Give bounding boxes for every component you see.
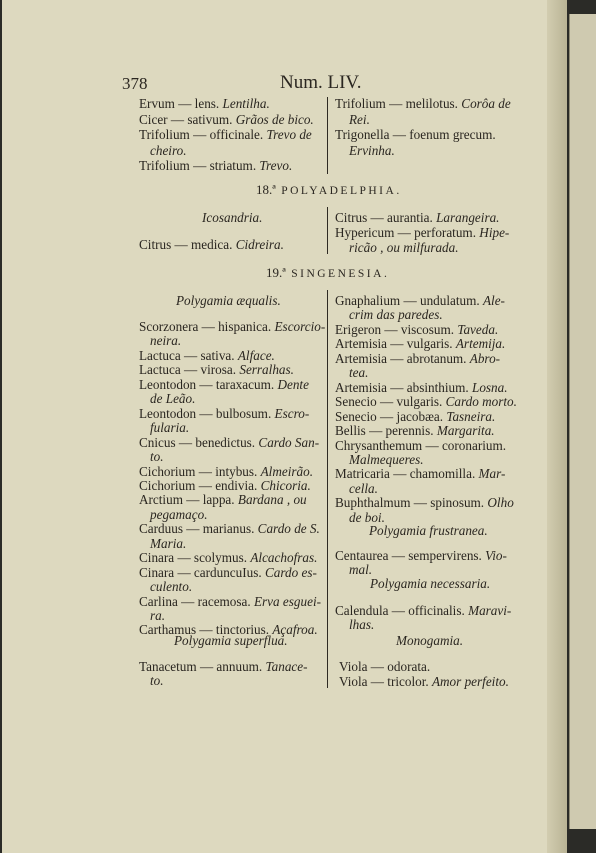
book-page <box>2 0 567 853</box>
entry-line <box>150 674 164 687</box>
entry-line <box>139 522 320 535</box>
common-name: Tanace- <box>265 659 308 674</box>
section-name: SINGENESIA. <box>291 268 390 280</box>
species-name: Cichorium — endivia. <box>139 478 261 493</box>
next-page-edge <box>569 14 596 829</box>
species-name: Trifolium — melilotus. <box>335 96 462 111</box>
entry-line <box>139 113 314 126</box>
entry-line <box>335 439 506 452</box>
common-name: de boi. <box>349 510 385 525</box>
common-name: lhas. <box>349 617 375 632</box>
species-name: Arctium — lappa. <box>139 492 238 507</box>
entry-line <box>335 352 500 365</box>
species-name: Cinara — carduncuIus. <box>139 565 265 580</box>
species-name: Carthamus — tinctorius. <box>139 622 273 637</box>
species-name: Lactuca — sativa. <box>139 348 238 363</box>
common-name: Alcachofras. <box>250 550 318 565</box>
page-gutter-shadow <box>547 0 567 853</box>
entry-line <box>139 566 317 579</box>
species-name: Matricaria — chamomilla. <box>335 466 479 481</box>
species-name: Leontodon — taraxacum. <box>139 377 278 392</box>
entry-line <box>139 159 292 172</box>
species-name: Leontodon — bulbosum. <box>139 406 275 421</box>
entry-line <box>139 97 270 110</box>
entry-line <box>335 226 509 239</box>
section-heading-19 <box>266 266 389 281</box>
species-name: Centaurea — sempervirens. <box>335 548 486 563</box>
species-name: Artemisia — abrotanum. <box>335 351 470 366</box>
common-name: Amor perfeito. <box>431 674 509 689</box>
common-name: Mar- <box>478 466 506 481</box>
common-name: Escro- <box>274 406 310 421</box>
entry-line <box>139 349 275 362</box>
entry-line <box>349 453 424 466</box>
entry-line <box>139 436 319 449</box>
entry-line <box>349 618 374 631</box>
common-name: cheiro. <box>150 143 187 158</box>
species-name: Carduus — marianus. <box>139 521 258 536</box>
common-name: crim das paredes. <box>349 307 443 322</box>
section-name: POLYADELPHIA. <box>281 185 402 197</box>
entry-line <box>335 604 511 617</box>
common-name: Cidreira. <box>235 237 284 252</box>
species-name: Carlina — racemosa. <box>139 594 254 609</box>
species-name: Hypericum — perforatum. <box>335 225 480 240</box>
common-name: Grãos de bico. <box>235 112 314 127</box>
species-name: Scorzonera — hispanica. <box>139 319 275 334</box>
entry-line <box>139 551 317 564</box>
species-name: Calendula — officinalis. <box>335 603 469 618</box>
common-name: Malmequeres. <box>349 452 424 467</box>
common-name: Serralhas. <box>239 362 294 377</box>
entry-line <box>349 366 368 379</box>
page-number: 378 <box>122 74 148 93</box>
common-name: Cardo es- <box>264 565 317 580</box>
entry-line <box>139 465 313 478</box>
common-name: fularia. <box>150 420 190 435</box>
species-name: Artemisia — vulgaris. <box>335 336 456 351</box>
species-name: Cichorium — intybus. <box>139 464 261 479</box>
species-name: Cnicus — benedictus. <box>139 435 259 450</box>
species-name: Chrysanthemum — coronarium. <box>335 438 507 453</box>
entry-line <box>139 595 321 608</box>
column-rule-19 <box>327 290 328 688</box>
entry-line <box>339 675 509 688</box>
subsection-heading: Icosandria. <box>202 210 263 225</box>
common-name: tea. <box>349 365 369 380</box>
common-name: Cardo morto. <box>445 394 517 409</box>
entry-line <box>335 496 514 509</box>
common-name: Ale- <box>482 293 505 308</box>
entry-line <box>150 392 195 405</box>
common-name: Bardana , ou <box>237 492 307 507</box>
entry-line <box>335 381 508 394</box>
entry-line <box>150 580 192 593</box>
common-name: Corôa de <box>461 96 511 111</box>
entry-line <box>139 320 325 333</box>
entry-line <box>349 308 443 321</box>
common-name: Margarita. <box>436 423 495 438</box>
entry-line <box>150 537 186 550</box>
entry-line <box>335 410 495 423</box>
species-name: Citrus — aurantia. <box>335 210 437 225</box>
common-name: Olho <box>487 495 514 510</box>
species-name: Viola — odorata. <box>339 659 431 674</box>
entry-line <box>335 337 505 350</box>
species-name: Senecio — jacobæa. <box>335 409 447 424</box>
common-name: Rei. <box>349 112 370 127</box>
entry-line <box>139 493 307 506</box>
entry-line <box>139 479 311 492</box>
common-name: Larangeira. <box>436 210 500 225</box>
entry-line <box>335 323 498 336</box>
species-name: Trifolium — striatum. <box>139 158 260 173</box>
entry-line <box>139 407 309 420</box>
entry-line <box>335 424 495 437</box>
common-name: ricão , ou milfurada. <box>349 240 459 255</box>
common-name: Ervinha. <box>349 143 395 158</box>
entry-line <box>335 395 517 408</box>
entry-line <box>349 482 378 495</box>
entry-line <box>139 660 308 673</box>
species-name: Gnaphalium — undulatum. <box>335 293 483 308</box>
entry-line <box>349 563 372 576</box>
subsection-heading: Polygamia æqualis. <box>176 293 281 308</box>
common-name: Trevo. <box>259 158 293 173</box>
species-name: Buphthalmum — spinosum. <box>335 495 488 510</box>
common-name: to. <box>150 673 164 688</box>
common-name: Tasneira. <box>446 409 496 424</box>
entry-line <box>139 128 312 141</box>
species-name: Viola — tricolor. <box>339 674 432 689</box>
entry-line <box>139 238 284 251</box>
common-name: Erva esguei- <box>253 594 321 609</box>
entry-line <box>335 294 505 307</box>
entry-line <box>349 241 459 254</box>
common-name: Escorcio- <box>274 319 326 334</box>
common-name: Lentilha. <box>222 96 270 111</box>
subsection-heading: Polygamia necessaria. <box>370 576 491 591</box>
species-name: Tanacetum — annuum. <box>139 659 266 674</box>
common-name: Taveda. <box>457 322 499 337</box>
common-name: mal. <box>349 562 373 577</box>
species-name: Trifolium — officinale. <box>139 127 267 142</box>
entry-line <box>335 467 505 480</box>
entry-line <box>150 508 208 521</box>
species-name: Bellis — perennis. <box>335 423 437 438</box>
common-name: Abro- <box>469 351 501 366</box>
species-name: Citrus — medica. <box>139 237 236 252</box>
common-name: ra. <box>150 608 166 623</box>
entry-line <box>335 97 511 110</box>
subsection-heading: Polygamia frustranea. <box>369 523 488 538</box>
common-name: Dente <box>277 377 309 392</box>
entry-line <box>335 128 496 141</box>
common-name: Losna. <box>472 380 508 395</box>
common-name: Cardo de S. <box>257 521 320 536</box>
entry-line <box>349 113 370 126</box>
entry-line <box>339 660 430 673</box>
common-name: Almeirão. <box>260 464 314 479</box>
section-heading-18 <box>256 183 402 198</box>
entry-line <box>349 144 395 157</box>
species-name: Artemisia — absinthium. <box>335 380 472 395</box>
entry-line <box>150 609 165 622</box>
species-name: Senecio — vulgaris. <box>335 394 446 409</box>
entry-line <box>335 549 507 562</box>
section-number: 19.ª <box>266 265 286 280</box>
entry-line <box>139 378 309 391</box>
common-name: to. <box>150 449 164 464</box>
common-name: Cardo San- <box>258 435 320 450</box>
common-name: Artemija. <box>455 336 506 351</box>
common-name: Alface. <box>237 348 275 363</box>
common-name: Vio- <box>485 548 507 563</box>
common-name: pegamaço. <box>150 507 208 522</box>
common-name: Maria. <box>150 536 187 551</box>
column-rule-18 <box>327 207 328 254</box>
common-name: Hipe- <box>479 225 510 240</box>
entry-line <box>150 421 189 434</box>
common-name: cella. <box>349 481 378 496</box>
entry-line <box>150 334 181 347</box>
species-name: Cinara — scolymus. <box>139 550 251 565</box>
species-name: Erigeron — viscosum. <box>335 322 458 337</box>
species-name: Lactuca — virosa. <box>139 362 240 377</box>
species-name: Cicer — sativum. <box>139 112 236 127</box>
species-name: Trigonella — foenum grecum. <box>335 127 496 142</box>
entry-line <box>150 450 164 463</box>
page-title: Num. LIV. <box>280 72 362 93</box>
subsection-heading: Monogamia. <box>396 633 464 648</box>
species-name: Ervum — lens. <box>139 96 223 111</box>
common-name: Chicoria. <box>260 478 311 493</box>
entry-line <box>139 363 294 376</box>
section-number: 18.ª <box>256 182 276 197</box>
common-name: neira. <box>150 333 182 348</box>
common-name: Açafroa. <box>272 622 318 637</box>
common-name: culento. <box>150 579 193 594</box>
common-name: de Leão. <box>150 391 196 406</box>
entry-line <box>335 211 499 224</box>
entry-line <box>150 144 187 157</box>
common-name: Maravi- <box>468 603 512 618</box>
column-rule-top <box>327 97 328 174</box>
subsection-heading: Polygamia superflua. <box>174 633 288 648</box>
common-name: Trevo de <box>266 127 312 142</box>
